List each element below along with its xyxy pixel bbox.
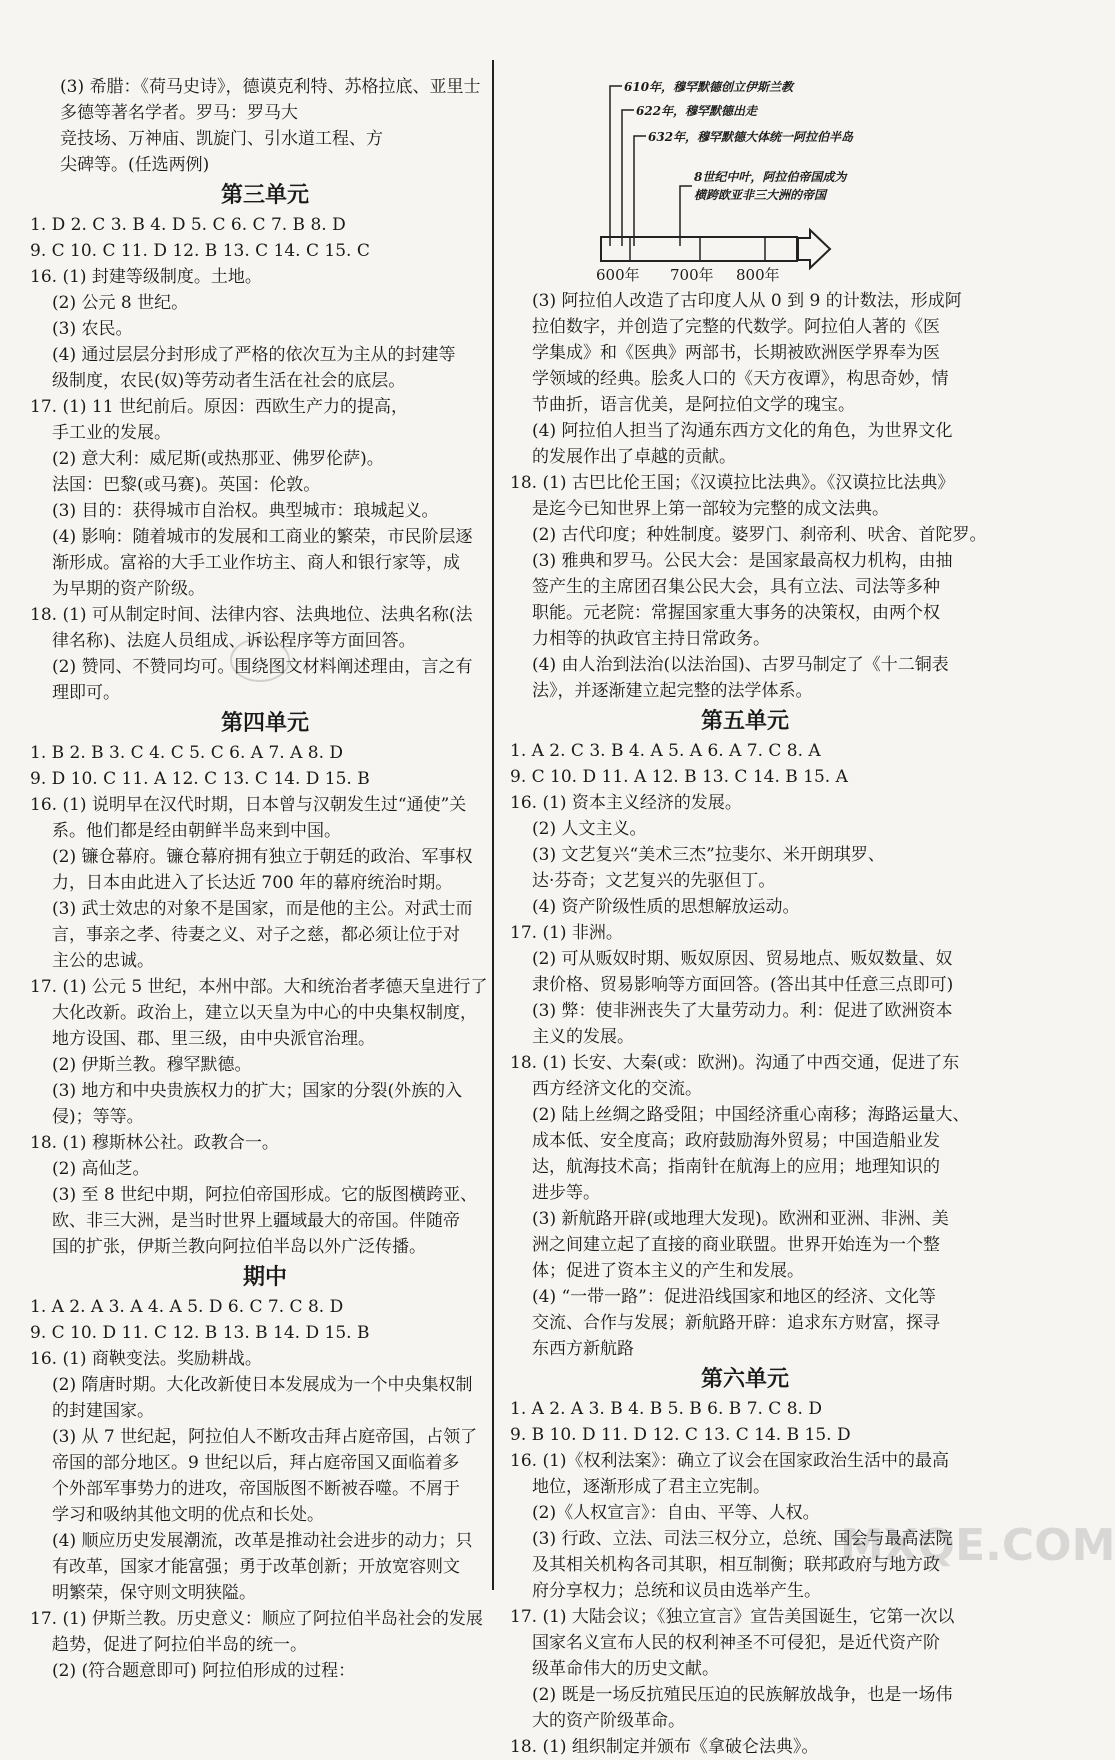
answer-line: 有改革，国家才能富强；勇于改革创新；开放宽容则文 [52, 1557, 460, 1577]
answer-line: 9. C 10. D 11. A 12. B 13. C 14. B 15. A [510, 767, 848, 787]
answer-line: 职能。元老院：常握国家重大事务的决策权，由两个权 [532, 603, 940, 623]
answer-line: 力，日本由此进入了长达近 700 年的幕府统治时期。 [52, 873, 453, 893]
answer-line: 多德等著名学者。罗马：罗马大 [60, 103, 298, 123]
answer-line: (3) 目的：获得城市自治权。典型城市：琅城起义。 [52, 501, 439, 521]
answer-line: 1. B 2. B 3. C 4. C 5. C 6. A 7. A 8. D [30, 743, 344, 763]
answer-line: (2) 意大利：威尼斯(或热那亚、佛罗伦萨)。 [52, 449, 384, 469]
answer-line: 趋势，促进了阿拉伯半岛的统一。 [52, 1635, 307, 1655]
arab-timeline-diagram [510, 64, 980, 264]
answer-line: 国的扩张，伊斯兰教向阿拉伯半岛以外广泛传播。 [52, 1237, 426, 1257]
answer-line: 大化改新。政治上，建立以天皇为中心的中央集权制度， [52, 1003, 477, 1023]
section-heading: 第五单元 [700, 708, 789, 734]
answer-line: (3) 文艺复兴“美术三杰”拉斐尔、米开朗琪罗、 [532, 845, 885, 865]
section-heading: 第三单元 [220, 182, 309, 208]
answer-line: (2) 赞同、不赞同均可。围绕图文材料阐述理由，言之有 [52, 657, 473, 677]
timeline-event-622: 622年，穆罕默德出走 [636, 104, 758, 118]
answer-line: 体；促进了资本主义的产生和发展。 [532, 1261, 804, 1281]
answer-line: 学习和吸纳其他文明的优点和长处。 [52, 1505, 324, 1525]
answer-line: 交流、合作与发展；新航路开辟：追求东方财富，探寻 [532, 1313, 940, 1333]
answer-line: 法》，并逐渐建立起完整的法学体系。 [532, 681, 813, 701]
section-heading: 第四单元 [220, 710, 309, 736]
timeline-year-800: 800年 [736, 266, 780, 284]
answer-line: 理即可。 [52, 683, 120, 703]
timeline-event-632: 632年，穆罕默德大体统一阿拉伯半岛 [648, 130, 854, 144]
answer-line: (4) 通过层层分封形成了严格的依次互为主从的封建等 [52, 345, 456, 365]
answer-line: (3) 行政、立法、司法三权分立，总统、国会与最高法院 [532, 1529, 953, 1549]
answer-line: (2) 人文主义。 [532, 819, 647, 839]
answer-line: 17. (1) 伊斯兰教。历史意义：顺应了阿拉伯半岛社会的发展 [30, 1609, 483, 1629]
answer-line: 主义的发展。 [532, 1027, 634, 1047]
answer-line: 系。他们都是经由朝鲜半岛来到中国。 [52, 821, 341, 841]
answer-line: 1. A 2. A 3. A 4. A 5. D 6. C 7. C 8. D [30, 1297, 344, 1317]
answer-line: (2) 既是一场反抗殖民压迫的民族解放战争，也是一场伟 [532, 1685, 953, 1705]
answer-line: 力相等的执政官主持日常政务。 [532, 629, 770, 649]
answer-line: 言，事亲之孝、待妻之义、对子之慈，都必须让位于对 [52, 925, 460, 945]
answer-line: 律名称)、法庭人员组成、诉讼程序等方面回答。 [52, 631, 416, 651]
answer-line: 18. (1) 古巴比伦王国；《汉谟拉比法典》。《汉谟拉比法典》 [510, 473, 955, 493]
answer-line: (2) 古代印度；种姓制度。婆罗门、刹帝利、吠舍、首陀罗。 [532, 525, 987, 545]
answer-line: 16. (1) 商鞅变法。奖励耕战。 [30, 1349, 262, 1369]
answer-line: 手工业的发展。 [52, 423, 171, 443]
answer-line: (2) 公元 8 世纪。 [52, 293, 189, 313]
answer-line: 府分享权力；总统和议员由选举产生。 [532, 1581, 821, 1601]
answer-line: (3) 新航路开辟(或地理大发现)。欧洲和亚洲、非洲、美 [532, 1209, 949, 1229]
answer-line: 18. (1) 穆斯林公社。政教合一。 [30, 1133, 279, 1153]
answer-line: 明繁荣，保守则文明狭隘。 [52, 1583, 256, 1603]
answer-line: 17. (1) 非洲。 [510, 923, 623, 943]
answer-line: 东西方新航路 [532, 1339, 634, 1359]
section-heading: 第六单元 [700, 1366, 789, 1392]
answer-line: 18. (1) 长安、大秦(或：欧洲)。沟通了中西交通，促进了东 [510, 1053, 960, 1073]
timeline-event-8c-a: 8世纪中叶，阿拉伯帝国成为 [694, 170, 847, 184]
answer-line: 16. (1)《权利法案》：确立了议会在国家政治生活中的最高 [510, 1451, 950, 1471]
answer-line: 隶价格、贸易影响等方面回答。(答出其中任意三点即可) [532, 975, 954, 995]
answer-line: 18. (1) 可从制定时间、法律内容、法典地位、法典名称(法 [30, 605, 473, 625]
answer-line: 17. (1) 11 世纪前后。原因：西欧生产力的提高， [30, 397, 408, 417]
answer-line: 国家名义宣布人民的权利神圣不可侵犯，是近代资产阶 [532, 1633, 940, 1653]
answer-line: 个外部军事势力的进攻，帝国版图不断被吞噬。不屑于 [52, 1479, 460, 1499]
answer-line: 拉伯数字，并创造了完整的代数学。阿拉伯人著的《医 [532, 317, 940, 337]
answer-line: 9. C 10. D 11. C 12. B 13. B 14. D 15. B [30, 1323, 370, 1343]
answer-line: 达·芬奇；文艺复兴的先驱但丁。 [532, 871, 776, 891]
answer-line: 学领域的经典。脍炙人口的《天方夜谭》，构思奇妙，情 [532, 369, 949, 389]
answer-line: 进步等。 [532, 1183, 600, 1203]
answer-line: 18. (1) 组织制定并颁布《拿破仑法典》。 [510, 1737, 819, 1757]
answer-line: (2) 陆上丝绸之路受阻；中国经济重心南移；海路运量大、 [532, 1105, 970, 1125]
answer-line: 侵)；等等。 [52, 1107, 144, 1127]
site-watermark: MXQE.COM [840, 1520, 1115, 1571]
answer-line: 地方设国、郡、里三级，由中央派官治理。 [52, 1029, 375, 1049]
answer-line: 级革命伟大的历史文献。 [532, 1659, 719, 1679]
answer-line: (3) 至 8 世纪中期，阿拉伯帝国形成。它的版图横跨亚、 [52, 1185, 478, 1205]
answer-line: 16. (1) 资本主义经济的发展。 [510, 793, 742, 813]
timeline-event-610: 610年，穆罕默德创立伊斯兰教 [624, 80, 794, 94]
answer-line: 的发展作出了卓越的贡献。 [532, 447, 736, 467]
answer-line: (4) 资产阶级性质的思想解放运动。 [532, 897, 800, 917]
answer-line: 西方经济文化的交流。 [532, 1079, 702, 1099]
answer-line: 及其相关机构各司其职，相互制衡；联邦政府与地方政 [532, 1555, 940, 1575]
answer-line: (3) 雅典和罗马。公民大会：是国家最高权力机构，由抽 [532, 551, 953, 571]
answer-line: 是迄今已知世界上第一部较为完整的成文法典。 [532, 499, 889, 519]
answer-line: 法国：巴黎(或马赛)。英国：伦敦。 [52, 475, 321, 495]
answer-line: 主公的忠诚。 [52, 951, 154, 971]
section-heading: 期中 [242, 1264, 287, 1290]
answer-line: 成本低、安全度高；政府鼓励海外贸易；中国造船业发 [532, 1131, 940, 1151]
answer-line: (3) 阿拉伯人改造了古印度人从 0 到 9 的计数法，形成阿 [532, 291, 962, 311]
answer-line: (4) 影响：随着城市的发展和工商业的繁荣，市民阶层逐 [52, 527, 473, 547]
answer-line: (4) 顺应历史发展潮流，改革是推动社会进步的动力；只 [52, 1531, 473, 1551]
answer-line: 大的资产阶级革命。 [532, 1711, 685, 1731]
answer-line: 的封建国家。 [52, 1401, 154, 1421]
answer-line: 帝国的部分地区。9 世纪以后，拜占庭帝国又面临着多 [52, 1453, 460, 1473]
answer-line: 9. B 10. D 11. D 12. C 13. C 14. B 15. D [510, 1425, 851, 1445]
answer-line: 竞技场、万神庙、凯旋门、引水道工程、方 [60, 129, 383, 149]
answer-line: 渐形成。富裕的大手工业作坊主、商人和银行家等，成 [52, 553, 460, 573]
left-column [30, 74, 500, 1684]
timeline-year-700: 700年 [670, 266, 714, 284]
answer-line: (2) (符合题意即可) 阿拉伯形成的过程： [52, 1661, 356, 1681]
answer-line: 17. (1) 公元 5 世纪，本州中部。大和统治者孝德天皇进行了 [30, 977, 488, 997]
answer-line: 为早期的资产阶级。 [52, 579, 205, 599]
answer-line: 尖碑等。(任选两例) [60, 155, 210, 175]
answer-line: (3) 希腊：《荷马史诗》，德谟克利特、苏格拉底、亚里士 [60, 77, 481, 97]
answer-line: 1. A 2. C 3. B 4. A 5. A 6. A 7. C 8. A [510, 741, 821, 761]
answer-line: 签产生的主席团召集公民大会，具有立法、司法等多种 [532, 577, 940, 597]
answer-line: (3) 农民。 [52, 319, 133, 339]
answer-line: 1. A 2. A 3. B 4. B 5. B 6. B 7. C 8. D [510, 1399, 822, 1419]
answer-line: 级制度，农民(奴)等劳动者生活在社会的底层。 [52, 371, 406, 391]
answer-line: 16. (1) 封建等级制度。土地。 [30, 267, 262, 287]
answer-line: 地位，逐渐形成了君主立宪制。 [532, 1477, 770, 1497]
answer-line: (4) 阿拉伯人担当了沟通东西方文化的角色，为世界文化 [532, 421, 953, 441]
answer-line: (2) 隋唐时期。大化改新使日本发展成为一个中央集权制 [52, 1375, 473, 1395]
answer-line: (2) 高仙芝。 [52, 1159, 150, 1179]
answer-line: (2) 可从贩奴时期、贩奴原因、贸易地点、贩奴数量、奴 [532, 949, 953, 969]
answer-line: (3) 武士效忠的对象不是国家，而是他的主公。对武士而 [52, 899, 473, 919]
answer-line: 17. (1) 大陆会议；《独立宣言》宣告美国诞生，它第一次以 [510, 1607, 955, 1627]
answer-line: (2) 镰仓幕府。镰仓幕府拥有独立于朝廷的政治、军事权 [52, 847, 473, 867]
answer-line: (2) 伊斯兰教。穆罕默德。 [52, 1055, 252, 1075]
timeline-event-8c-b: 横跨欧亚非三大洲的帝国 [694, 188, 827, 202]
answer-line: (3) 从 7 世纪起，阿拉伯人不断攻击拜占庭帝国，占领了 [52, 1427, 478, 1447]
answer-line: 1. D 2. C 3. B 4. D 5. C 6. C 7. B 8. D [30, 215, 346, 235]
answer-line: 16. (1) 说明早在汉代时期，日本曾与汉朝发生过“通使”关 [30, 795, 467, 815]
answer-line: 学集成》和《医典》两部书，长期被欧洲医学界奉为医 [532, 343, 940, 363]
answer-line: 洲之间建立起了直接的商业联盟。世界开始连为一个整 [532, 1235, 940, 1255]
answer-line: (2)《人权宣言》：自由、平等、人权。 [532, 1503, 820, 1523]
answer-line: 欧、非三大洲，是当时世界上疆域最大的帝国。伴随帝 [52, 1211, 460, 1231]
answer-line: 9. C 10. C 11. D 12. B 13. C 14. C 15. C [30, 241, 370, 261]
timeline-bar [600, 236, 798, 262]
answer-line: 达，航海技术高；指南针在航海上的应用；地理知识的 [532, 1157, 940, 1177]
right-column [510, 64, 987, 1760]
timeline-year-600: 600年 [596, 266, 640, 284]
answer-line: (4) 由人治到法治(以法治国)、古罗马制定了《十二铜表 [532, 655, 949, 675]
answer-line: (4) “一带一路”：促进沿线国家和地区的经济、文化等 [532, 1287, 936, 1307]
answer-line: 9. D 10. C 11. A 12. C 13. C 14. D 15. B [30, 769, 370, 789]
answer-line: (3) 弊：使非洲丧失了大量劳动力。利：促进了欧洲资本 [532, 1001, 953, 1021]
answer-line: (3) 地方和中央贵族权力的扩大；国家的分裂(外族的入 [52, 1081, 463, 1101]
answer-line: 节曲折，语言优美，是阿拉伯文学的瑰宝。 [532, 395, 855, 415]
